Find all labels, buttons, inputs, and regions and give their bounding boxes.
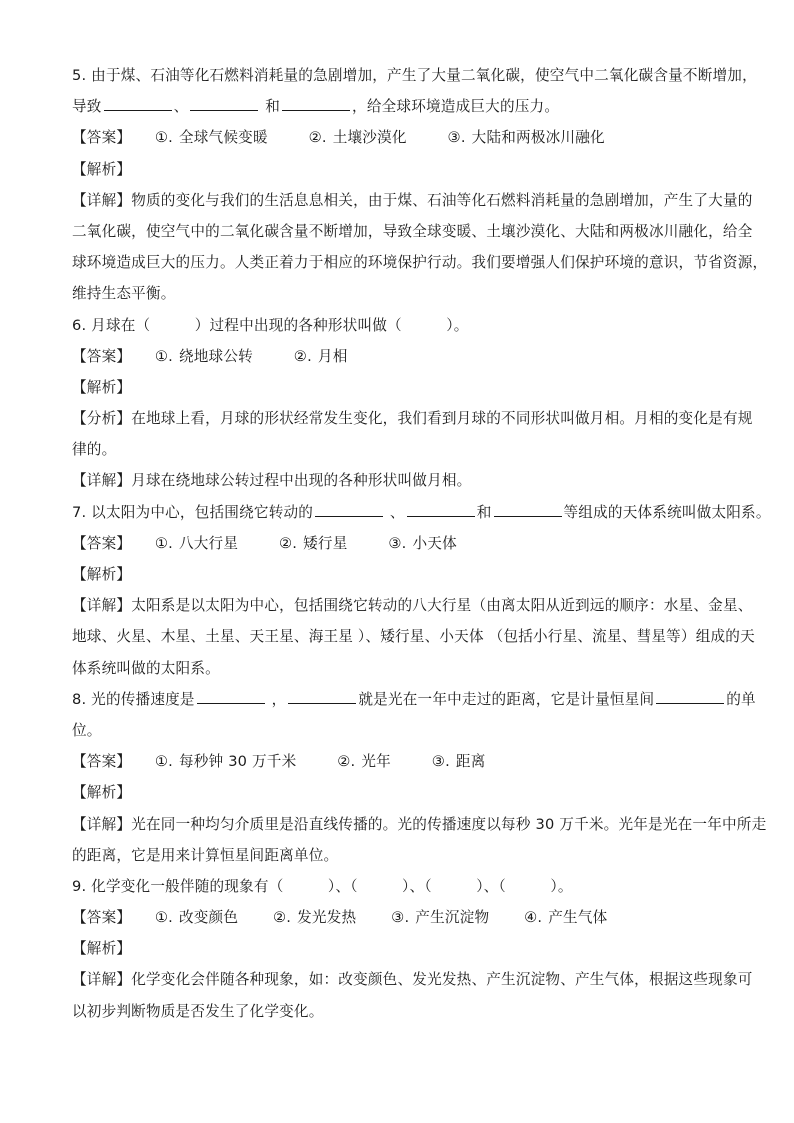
- analysis-label: 【解析】: [72, 566, 132, 583]
- answer-item: ②. 光年: [337, 753, 391, 771]
- answer-blank: [190, 109, 258, 111]
- q6-stem: 6. 月球在（ ）过程中出现的各种形状叫做（ ）。: [72, 316, 469, 334]
- q5-stem-line1: 5. 由于煤、石油等化石燃料消耗量的急剧增加，产生了大量二氧化碳，使空气中二氧化碳含量不断增加，: [72, 67, 757, 84]
- answer-item: ③. 大陆和两极冰川融化: [447, 129, 605, 147]
- answer-item: ①. 八大行星: [154, 534, 239, 552]
- q6-answer-row: [72, 341, 724, 372]
- answer-item: ①. 全球气候变暖: [154, 129, 268, 147]
- answer-item: ②. 土壤沙漠化: [308, 129, 407, 147]
- answer-item: ③. 产生沉淀物: [391, 909, 490, 927]
- answer-blank: [288, 702, 356, 704]
- q5-detail-line: 球环境造成巨大的压力。人类正着力于相应的环境保护行动。我们要增强人们保护环境的意识，节省资源，: [72, 254, 768, 272]
- q7-detail-line: 【详解】太阳系是以太阳为中心，包括围绕它转动的八大行星（由离太阳从近到远的顺序：水星、金星、: [72, 597, 753, 615]
- document-content: [72, 60, 771, 1027]
- analysis-label: 【解析】: [72, 784, 132, 802]
- answer-item: ④. 产生气体: [524, 909, 608, 927]
- q8-answer-row: [72, 746, 724, 777]
- answer-item: ②. 发光发热: [273, 909, 357, 927]
- q5-stem-line2: [72, 91, 724, 122]
- answer-item: ③. 距离: [431, 753, 486, 771]
- answer-item: ②. 月相: [293, 347, 348, 365]
- q8-detail-line: 【详解】光在同一种均匀介质里是沿直线传播的。光的传播速度以每秒 30 万千米。光年是光在一年中所走: [72, 815, 767, 833]
- q5-detail-line: 【详解】物质的变化与我们的生活息息相关，由于煤、石油等化石燃料消耗量的急剧增加，产生了大量的: [72, 191, 753, 209]
- q5-stem-text: 导致: [72, 98, 102, 116]
- q7-answer-row: [72, 528, 724, 559]
- q5-stem-text: ，给全球环境造成巨大的压力。: [352, 98, 560, 116]
- q9-stem: 9. 化学变化一般伴随的现象有（ ）、（ ）、（ ）、（ ）。: [72, 877, 573, 895]
- q8-stem-line2: 位。: [72, 721, 102, 739]
- answer-blank: [282, 109, 350, 111]
- q9-detail-line: 【详解】化学变化会伴随各种现象，如：改变颜色、发光发热、产生沉淀物、产生气体，根据这些现象可: [72, 971, 753, 989]
- q6-detail-line: 【详解】月球在绕地球公转过程中出现的各种形状叫做月相。: [72, 472, 472, 490]
- answer-blank: [656, 702, 724, 704]
- q9-detail-line: 以初步判断物质是否发生了化学变化。: [72, 1002, 324, 1020]
- fenxi-label: 【分析】: [72, 410, 132, 428]
- q7-detail-line: 地球、火星、木星、土星、天王星、海王星 ）、矮行星、小天体 （包括小行星、流星、彗星等）组成的天: [72, 628, 755, 646]
- detail-label: 【详解】: [72, 971, 132, 989]
- answer-label: 【答案】: [72, 347, 132, 365]
- analysis-label: 【解析】: [72, 160, 132, 178]
- answer-label: 【答案】: [72, 129, 132, 147]
- answer-label: 【答案】: [72, 909, 132, 927]
- answer-label: 【答案】: [72, 534, 132, 552]
- q5-detail-line: 二氧化碳，使空气中的二氧化碳含量不断增加，导致全球变暖、土壤沙漠化、大陆和两极冰川融化，给全: [72, 222, 753, 240]
- answer-item: ②. 矮行星: [279, 534, 348, 552]
- detail-label: 【详解】: [72, 815, 132, 833]
- q6-fenxi-line: 【分析】在地球上看，月球的形状经常发生变化，我们看到月球的不同形状叫做月相。月相的变化是有规: [72, 410, 753, 428]
- q8-detail-line: 的距离，它是用来计算恒星间距离单位。: [72, 846, 339, 864]
- analysis-label: 【解析】: [72, 940, 132, 958]
- q7-detail-line: 体系统叫做的太阳系。: [72, 659, 220, 677]
- detail-label: 【详解】: [72, 597, 132, 615]
- q5-answer-row: [72, 122, 724, 153]
- answer-blank: [315, 515, 383, 517]
- answer-item: ③. 小天体: [388, 534, 457, 552]
- answer-blank: [494, 515, 562, 517]
- q5-stem-text: 和: [265, 98, 281, 116]
- answer-item: ①. 每秒钟 30 万千米: [154, 753, 297, 771]
- q7-stem: 7. 以太阳为中心，包括围绕它转动的 、 和 等组成的天体系统叫做太阳系。: [72, 503, 771, 521]
- answer-item: ①. 绕地球公转: [154, 347, 253, 365]
- answer-item: ①. 改变颜色: [154, 909, 239, 927]
- answer-blank: [197, 702, 265, 704]
- q5-stem-text: 、: [173, 98, 189, 116]
- q8-stem-line1: 8. 光的传播速度是 ， 就是光在一年中走过的距离，它是计量恒星间 的单: [72, 690, 756, 708]
- answer-blank: [104, 109, 172, 111]
- detail-label: 【详解】: [72, 472, 132, 490]
- q9-answer-row: [72, 902, 724, 933]
- answer-blank: [407, 515, 475, 517]
- q5-detail-line: 维持生态平衡。: [72, 285, 176, 303]
- detail-label: 【详解】: [72, 191, 132, 209]
- q6-fenxi-line: 律的。: [72, 441, 117, 459]
- answer-label: 【答案】: [72, 753, 132, 771]
- analysis-label: 【解析】: [72, 378, 132, 396]
